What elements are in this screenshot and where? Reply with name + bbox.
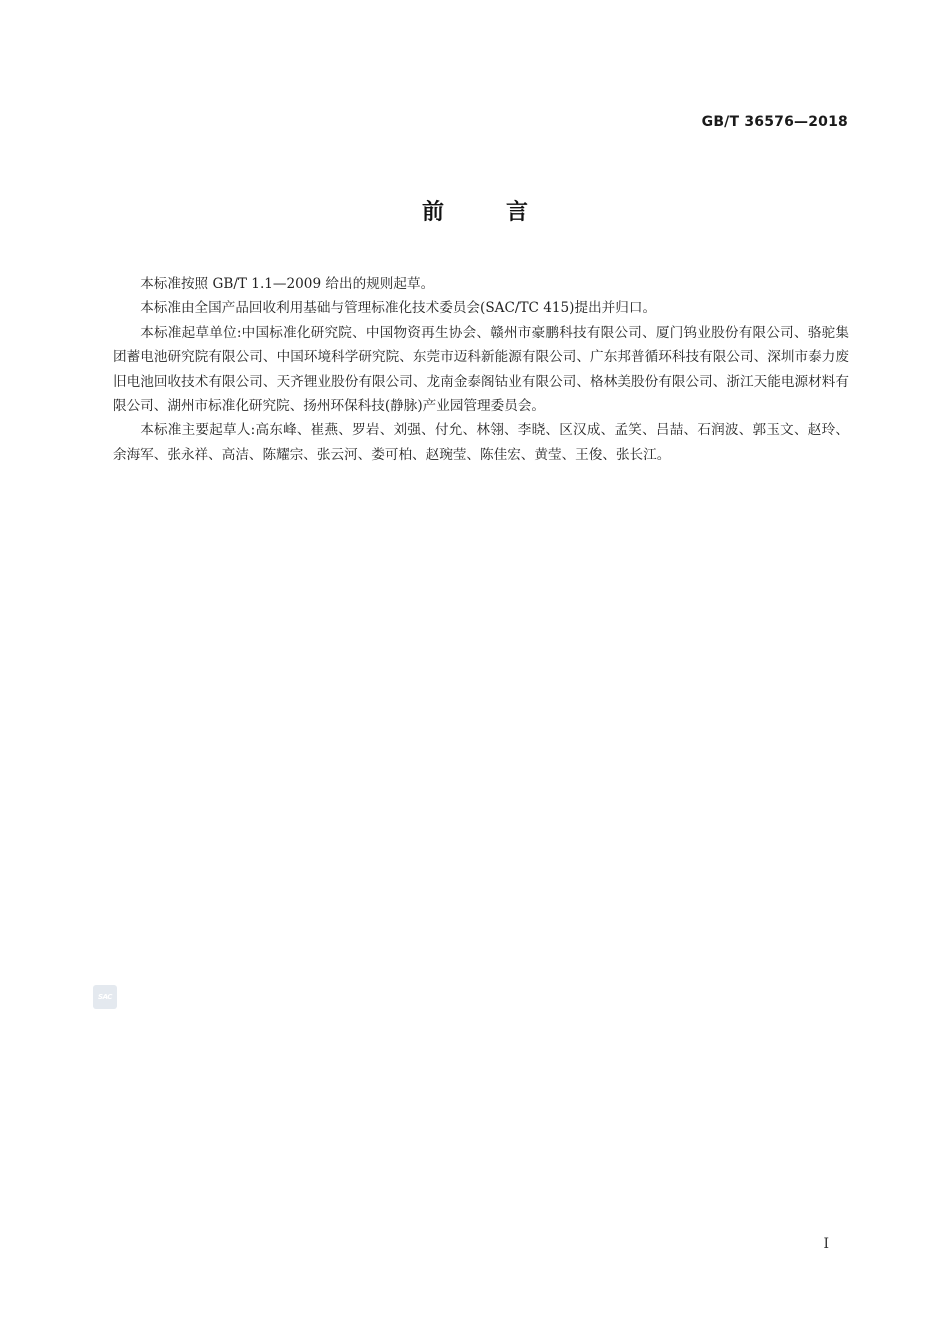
paragraph-proposer: 本标准由全国产品回收利用基础与管理标准化技术委员会(SAC/TC 415)提出并归口。 <box>140 300 657 317</box>
standard-code: GB/T 36576—2018 <box>701 114 848 130</box>
paragraph-drafting-rules: 本标准按照 GB/T 1.1—2009 给出的规则起草。 <box>140 276 435 292</box>
paragraph-main-drafters: 本标准主要起草人:高东峰、崔燕、罗岩、刘强、付允、林翎、李晓、区汉成、孟笑、吕喆、石润波、郭玉文、赵玲、余海军、张永祥、高洁、陈耀宗、张云河、娄可柏、赵琬莹、陈佳宏、黄莹、王俊、张长江。 <box>113 422 849 463</box>
page-number: I <box>823 1236 829 1252</box>
sac-logo-icon: SAC <box>93 985 117 1009</box>
page-title: 前言 <box>421 200 590 225</box>
paragraph-drafting-units: 本标准起草单位:中国标准化研究院、中国物资再生协会、赣州市豪鹏科技有限公司、厦门钨业股份有限公司、骆驼集团蓄电池研究院有限公司、中国环境科学研究院、东莞市迈科新能源有限公司、广东邦普循环科技有限公司、深圳市泰力废旧电池回收技术有限公司、天齐锂业股份有限公司、龙南金泰阁钴业有限公司、格林美股份有限公司、浙江天能电源材料有限公司、湖州市标准化研究院、扬州环保科技(静脉)产业园管理委员会。 <box>113 324 849 415</box>
document-body <box>113 272 849 467</box>
